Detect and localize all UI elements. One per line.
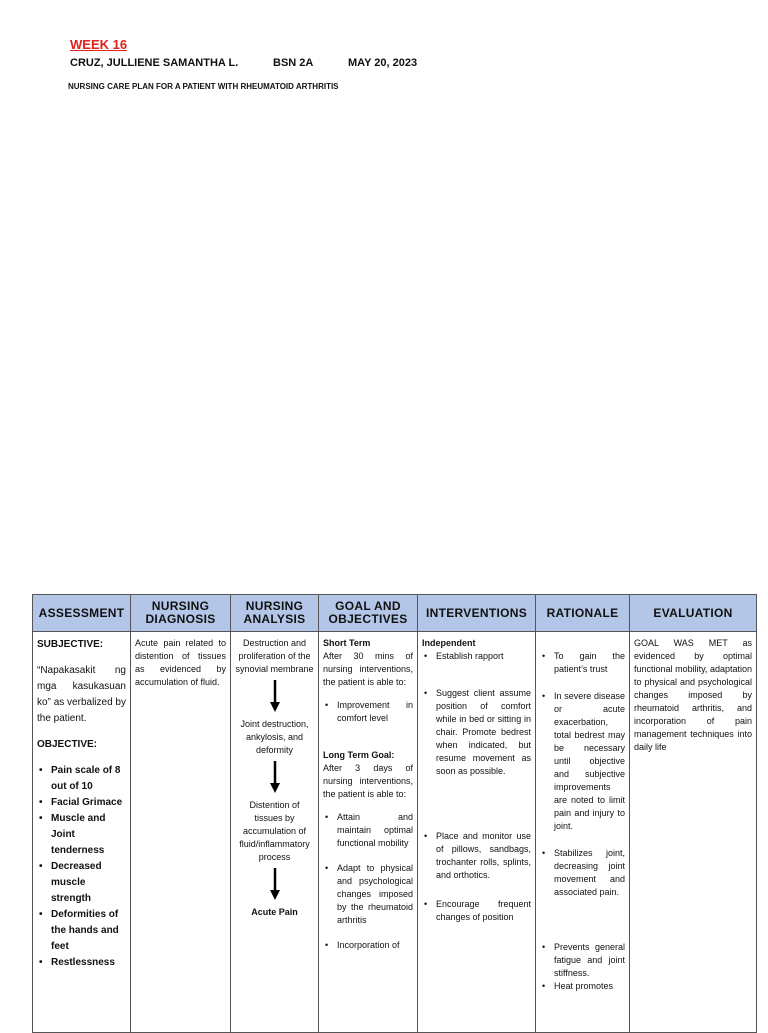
header-nursing-analysis: NURSING ANALYSIS: [231, 595, 319, 632]
list-item: • Deformities of the hands and feet: [37, 907, 126, 955]
analysis-step-1: Destruction and proliferation of the synovial membrane: [235, 638, 314, 674]
list-item: • Stabilizes joint, decreasing joint movement and associated pain.: [540, 847, 625, 899]
down-arrow-icon: [270, 868, 280, 900]
header-interventions: INTERVENTIONS: [418, 595, 536, 632]
rationale-cell: [536, 632, 630, 1033]
list-item: • Adapt to physical and psychological changes imposed by the rheumatoid arthritis: [323, 862, 413, 927]
list-item: • Place and monitor use of pillows, sandbags, trochanter rolls, splints, and orthotics.: [422, 830, 531, 882]
goals-cell: [319, 632, 418, 1033]
header-rationale: RATIONALE: [536, 595, 630, 632]
analysis-cell: [231, 632, 319, 1033]
student-section: BSN 2A: [273, 57, 314, 69]
table-header-row: [33, 595, 757, 632]
analysis-step-3: Distention of tissues by accumulation of fluid/inflammatory process: [239, 800, 310, 862]
nursing-care-plan-table: [32, 594, 757, 1033]
list-item: • Muscle and Joint tenderness: [37, 811, 126, 859]
list-item: • Restlessness: [37, 955, 126, 971]
list-item: • To gain the patient’s trust: [540, 650, 625, 676]
short-term-text: After 30 mins of nursing interventions, the patient is able to:: [323, 651, 413, 687]
subjective-quote: “Napakasakit ng mga kasukasuan ko” as verbalized by the patient.: [37, 665, 126, 724]
list-item: • Pain scale of 8 out of 10: [37, 763, 126, 795]
list-item: • In severe disease or acute exacerbation, total bedrest may be necessary until objective and subjective improvements are noted to limit pain and injury to joint.: [540, 690, 625, 833]
interventions-cell: [418, 632, 536, 1033]
list-item: • Suggest client assume position of comfort while in bed or sitting in chair. Promote bedrest when indicated, but resume movement as soon as possible.: [422, 687, 531, 778]
rationale-list: [540, 650, 625, 993]
objective-label: OBJECTIVE:: [37, 739, 98, 750]
assessment-cell: [33, 632, 131, 1033]
subjective-label: SUBJECTIVE:: [37, 639, 104, 650]
list-item: • Establish rapport: [422, 650, 531, 663]
list-item: • Attain and maintain optimal functional mobility: [323, 811, 413, 850]
student-name: CRUZ, JULLIENE SAMANTHA L.: [70, 57, 239, 69]
list-item: • Decreased muscle strength: [37, 859, 126, 907]
short-term-list: [323, 699, 413, 725]
long-term-list: [323, 811, 413, 952]
list-item: • Heat promotes: [540, 980, 625, 993]
analysis-step-2: Joint destruction, ankylosis, and deformity: [240, 719, 309, 755]
down-arrow-icon: [270, 680, 280, 712]
independent-label: Independent: [422, 638, 476, 648]
list-item: • Incorporation of: [323, 939, 413, 952]
header-assessment: ASSESSMENT: [33, 595, 131, 632]
table-row: [33, 632, 757, 1033]
list-item: • Facial Grimace: [37, 795, 126, 811]
long-term-text: After 3 days of nursing interventions, the patient is able to:: [323, 763, 413, 799]
list-item: • Improvement in comfort level: [323, 699, 413, 725]
list-item: • Prevents general fatigue and joint stiffness.: [540, 941, 625, 980]
evaluation-cell: [630, 632, 757, 1033]
list-item: • Encourage frequent changes of position: [422, 898, 531, 924]
objective-list: [37, 763, 126, 971]
analysis-step-4: Acute Pain: [251, 907, 298, 917]
document-subtitle: NURSING CARE PLAN FOR A PATIENT WITH RHEUMATOID ARTHRITIS: [68, 82, 339, 91]
header-evaluation: EVALUATION: [630, 595, 757, 632]
long-term-label: Long Term Goal:: [323, 750, 395, 760]
diagnosis-text: Acute pain related to distention of tissues as evidenced by accumulation of fluid.: [135, 638, 226, 687]
diagnosis-cell: [131, 632, 231, 1033]
short-term-label: Short Term: [323, 638, 371, 648]
evaluation-text: GOAL WAS MET as evidenced by optimal functional mobility, adaptation to physical and psychological changes imposed by rheumatoid arthritis, and incorporation of pain management techniques into daily life: [634, 638, 752, 752]
header-nursing-diagnosis: NURSING DIAGNOSIS: [131, 595, 231, 632]
down-arrow-icon: [270, 761, 280, 793]
week-label: WEEK 16: [70, 37, 128, 52]
header-goal-objectives: GOAL AND OBJECTIVES: [319, 595, 418, 632]
interventions-list: [422, 650, 531, 924]
document-date: MAY 20, 2023: [348, 57, 418, 69]
